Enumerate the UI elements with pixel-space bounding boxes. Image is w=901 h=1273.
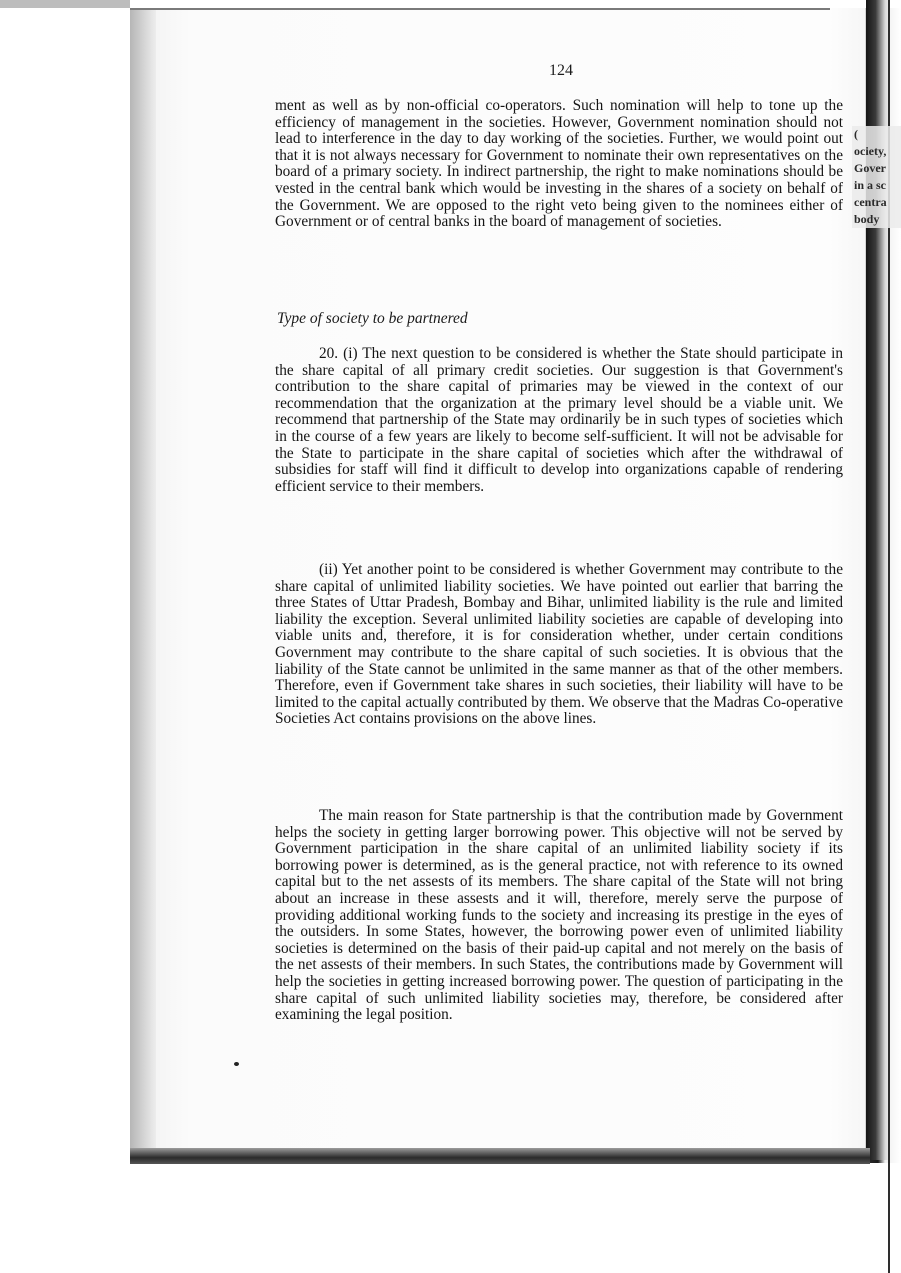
paragraph-text: ment as well as by non-official co-operators. Such nomination will help to tone up the efficiency of management in the societies. However, Government nomination should not lead to interference in the day to day working of the societies. Further, we would point out that it is not always necessary for Government to nominate their own representatives on the board of a primary society. In indirect partnership, the right to make nominations should be vested in the central bank which would be investing in the shares of a society on behalf of the Government. We are opposed to the right veto being given to the nominees either of Government or of central banks in the board of management of societies. [275, 97, 843, 231]
scan-top-strip [0, 0, 130, 8]
page-number: 124 [549, 62, 573, 79]
paragraph-text: (ii) Yet another point to be considered is whether Government may contribute to the share capital of unlimited liability societies. We have pointed out earlier that barring the three States of Uttar Pradesh, Bombay and Bihar, unlimited liability is the rule and limited liability the exception. Several unlimited liability societies are capable of developing into viable units and, therefore, it is for consideration whether, under certain conditions Government may contribute to the share capital of such societies. It is obvious that the liability of the State cannot be unlimited in the same manner as that of the other members. Therefore, even if Government take shares in such societies, their liability will have to be limited to the capital actually contributed by them. We observe that the Madras Co-operative Societies Act contains provisions on the above lines. [275, 561, 843, 728]
paragraph-text: The main reason for State partnership is that the contribution made by Government helps the society in getting larger borrowing power. This objective will not be served by Government participation in the share capital of an unlimited liability society if its borrowing power is determined, as is the general practice, not with reference to its owned capital but to the net assests of its members. The share capital of the State will not bring about an increase in these assests and it will, therefore, merely serve the purpose of providing additional working funds to the society and increasing its prestige in the eyes of the outsiders. In some States, however, the borrowing power even of unlimited liability societies is determined on the basis of their paid-up capital and not merely on the basis of the net assests of their members. In such States, the contributions made by Government will help the societies in getting increased borrowing power. The question of participating in the share capital of such unlimited liability societies may, therefore, be considered after examining the legal position. [275, 807, 843, 1024]
scan-top-rule [130, 8, 830, 10]
paragraph-20-i [275, 346, 843, 495]
margin-note: ( [854, 127, 858, 141]
margin-note: ociety, [854, 144, 887, 158]
binding-shadow [130, 8, 156, 1163]
paragraph-main-reason [275, 808, 843, 1024]
margin-note: Gover [854, 161, 886, 175]
section-heading: Type of society to be partnered [277, 310, 468, 327]
adjacent-page-margin [852, 126, 901, 228]
paragraph-continuation [275, 98, 843, 231]
margin-note: centra [854, 195, 887, 209]
margin-note: in a sc [854, 178, 887, 192]
paragraph-text: 20. (i) The next question to be considered is whether the State should participate in the share capital of all primary credit societies. Our suggestion is that Government's contribution to the share capital of primaries may be viewed in the context of our recommendation that the organization at the primary level should be a viable unit. We recommend that partnership of the State may ordinarily be in such types of societies which in the course of a few years are likely to become self-sufficient. It will not be advisable for the State to participate in the share capital of societies which after the withdrawal of subsidies for staff will find it difficult to develop into organizations capable of rendering efficient service to their members. [275, 345, 843, 495]
scan-bottom-bar [130, 1148, 870, 1164]
margin-note: body [854, 212, 880, 226]
paragraph-20-ii [275, 562, 843, 728]
ink-speck [234, 1062, 239, 1066]
